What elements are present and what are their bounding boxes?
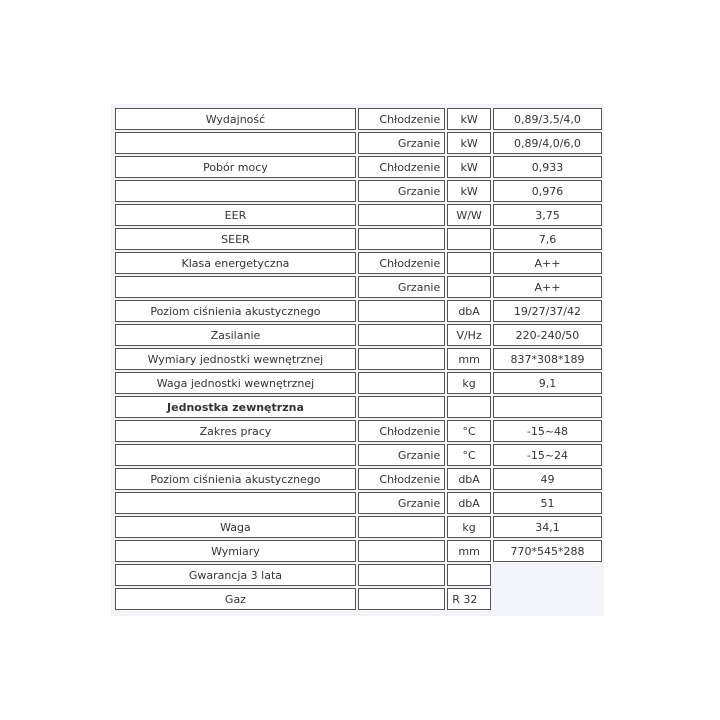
param-unit: dbA [447,468,491,490]
table-row [115,324,602,346]
param-value: 837*308*189 [493,348,602,370]
table-row [115,468,602,490]
param-unit: kW [447,132,491,154]
table-row [115,132,602,154]
param-name [115,180,356,202]
param-mode: Grzanie [358,132,445,154]
param-mode: Grzanie [358,180,445,202]
param-value: 7,6 [493,228,602,250]
param-name: EER [115,204,356,226]
param-unit: kg [447,372,491,394]
param-mode [358,540,445,562]
param-name: Gwarancja 3 lata [115,564,356,586]
param-value: A++ [493,276,602,298]
param-unit [447,276,491,298]
param-mode [358,228,445,250]
param-name: Poziom ciśnienia akustycznego [115,468,356,490]
param-mode: Grzanie [358,444,445,466]
param-mode [358,564,445,586]
param-unit: dbA [447,300,491,322]
table-row [115,588,602,610]
param-unit [447,228,491,250]
param-mode: Grzanie [358,492,445,514]
table-row [115,180,602,202]
param-mode: Chłodzenie [358,420,445,442]
empty-cell [493,588,602,610]
param-value: 49 [493,468,602,490]
param-mode [358,300,445,322]
param-value: 0,933 [493,156,602,178]
param-name: Pobór mocy [115,156,356,178]
param-unit: kW [447,180,491,202]
param-mode [358,588,445,610]
param-value: 3,75 [493,204,602,226]
table-row [115,300,602,322]
param-name: SEER [115,228,356,250]
spec-table [113,106,604,612]
param-name [115,444,356,466]
param-mode: Chłodzenie [358,108,445,130]
param-mode [358,348,445,370]
param-mode: Chłodzenie [358,252,445,274]
param-name: Waga jednostki wewnętrznej [115,372,356,394]
param-unit: kW [447,156,491,178]
param-value: 220-240/50 [493,324,602,346]
param-unit: mm [447,540,491,562]
param-unit: mm [447,348,491,370]
table-row [115,444,602,466]
param-unit: V/Hz [447,324,491,346]
param-value: 51 [493,492,602,514]
param-mode: Chłodzenie [358,156,445,178]
table-row [115,252,602,274]
section-heading: Jednostka zewnętrzna [115,396,356,418]
table-row [115,420,602,442]
table-row [115,204,602,226]
table-row [115,540,602,562]
param-name: Wymiary jednostki wewnętrznej [115,348,356,370]
param-mode [358,372,445,394]
param-value: A++ [493,252,602,274]
param-value: 9,1 [493,372,602,394]
table-row [115,372,602,394]
param-mode [358,204,445,226]
param-name: Klasa energetyczna [115,252,356,274]
param-mode [358,324,445,346]
param-value: 0,89/3,5/4,0 [493,108,602,130]
param-value: 0,89/4,0/6,0 [493,132,602,154]
param-value: 19/27/37/42 [493,300,602,322]
param-unit: °C [447,444,491,466]
param-mode: Chłodzenie [358,468,445,490]
param-unit: R 32 [447,588,491,610]
param-value: 34,1 [493,516,602,538]
table-row [115,276,602,298]
param-name [115,276,356,298]
param-name: Wymiary [115,540,356,562]
param-name: Waga [115,516,356,538]
param-mode [358,516,445,538]
table-row [115,228,602,250]
param-value: 0,976 [493,180,602,202]
param-unit [447,396,491,418]
param-unit [447,564,491,586]
table-row [115,156,602,178]
param-name: Poziom ciśnienia akustycznego [115,300,356,322]
param-unit: kg [447,516,491,538]
param-unit: W/W [447,204,491,226]
param-mode [358,396,445,418]
param-name [115,492,356,514]
param-name: Gaz [115,588,356,610]
param-name: Zakres pracy [115,420,356,442]
param-value: 770*545*288 [493,540,602,562]
param-mode: Grzanie [358,276,445,298]
param-unit: °C [447,420,491,442]
param-value: -15~24 [493,444,602,466]
param-value: -15~48 [493,420,602,442]
table-row [115,108,602,130]
param-unit: kW [447,108,491,130]
param-name [115,132,356,154]
param-name: Zasilanie [115,324,356,346]
param-unit [447,252,491,274]
param-unit: dbA [447,492,491,514]
spec-table-container [111,104,604,616]
table-row [115,396,602,418]
table-row [115,564,602,586]
table-row [115,348,602,370]
param-value [493,396,602,418]
table-row [115,492,602,514]
param-name: Wydajność [115,108,356,130]
empty-cell [493,564,602,586]
table-row [115,516,602,538]
